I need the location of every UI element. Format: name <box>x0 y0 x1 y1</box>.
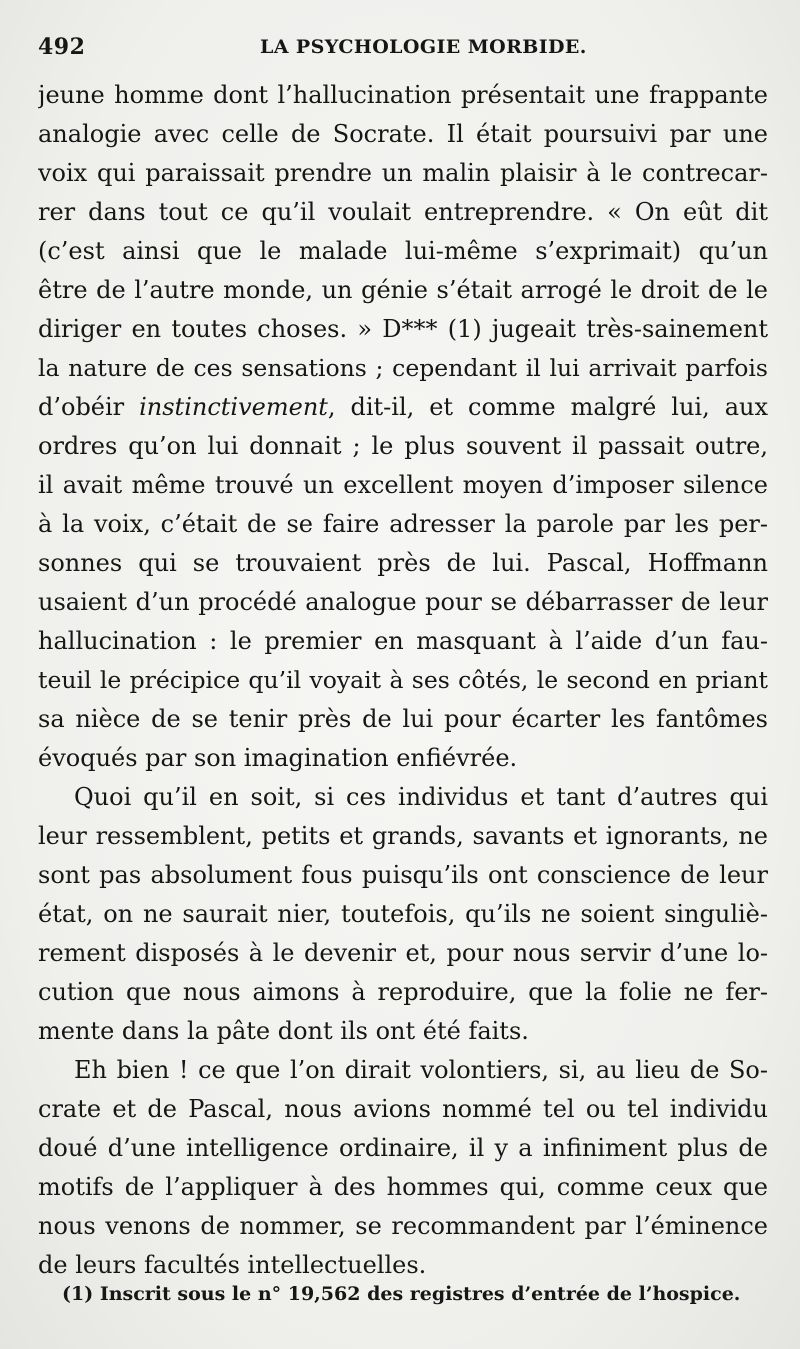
text-line: état, on ne saurait nier, toutefois, qu’ils ne soient singuliè- <box>38 900 768 928</box>
text-line: de leurs facultés intellectuelles. <box>38 1251 427 1279</box>
text-line: jeune homme dont l’hallucination présentait une frappante <box>38 81 768 109</box>
text-line: rer dans tout ce qu’il voulait entreprendre. « On eût dit <box>38 198 768 226</box>
text-line: teuil le précipice qu’il voyait à ses côtés, le second en priant <box>38 666 768 694</box>
text-line: cution que nous aimons à reproduire, que la folie ne fer- <box>38 978 768 1006</box>
text-line: nous venons de nommer, se recommandent par l’éminence <box>38 1212 768 1240</box>
text-line: analogie avec celle de Socrate. Il était poursuivi par une <box>38 120 768 148</box>
text-segment: , dit-il, et comme malgré lui, aux <box>327 393 768 421</box>
text-line: rement disposés à le devenir et, pour nous servir d’une lo- <box>38 939 768 967</box>
text-line: Quoi qu’il en soit, si ces individus et tant d’autres qui <box>74 783 768 811</box>
text-line: ordres qu’on lui donnait ; le plus souvent il passait outre, <box>38 432 768 460</box>
text-line: Eh bien ! ce que l’on dirait volontiers, si, au lieu de So- <box>74 1056 768 1084</box>
text-line: hallucination : le premier en masquant à l’aide d’un fau- <box>38 627 768 655</box>
italic-word: instinctivement <box>139 393 328 421</box>
text-line: il avait même trouvé un excellent moyen d’imposer silence <box>38 471 768 499</box>
page-number: 492 <box>38 34 86 60</box>
text-line: à la voix, c’était de se faire adresser la parole par les per- <box>38 510 768 538</box>
text-line: évoqués par son imagination enfiévrée. <box>38 744 518 772</box>
text-line: sa nièce de se tenir près de lui pour écarter les fantômes <box>38 705 768 733</box>
text-line: sonnes qui se trouvaient près de lui. Pascal, Hoffmann <box>38 549 768 577</box>
footnote: (1) Inscrit sous le n° 19,562 des registres d’entrée de l’hospice. <box>62 1283 741 1305</box>
running-title: LA PSYCHOLOGIE MORBIDE. <box>260 36 587 58</box>
body-text <box>38 76 768 1285</box>
text-line: crate et de Pascal, nous avions nommé tel ou tel individu <box>38 1095 768 1123</box>
text-segment: d’obéir <box>38 393 140 421</box>
text-line: doué d’une intelligence ordinaire, il y a infiniment plus de <box>38 1134 768 1162</box>
text-line-with-italic <box>38 388 768 427</box>
page-header <box>38 34 768 66</box>
text-line: être de l’autre monde, un génie s’était arrogé le droit de le <box>38 276 768 304</box>
text-line: sont pas absolument fous puisqu’ils ont conscience de leur <box>38 861 768 889</box>
text-line: motifs de l’appliquer à des hommes qui, comme ceux que <box>38 1173 768 1201</box>
text-line: diriger en toutes choses. » D*** (1) jugeait très-sainement <box>38 315 768 343</box>
text-line: usaient d’un procédé analogue pour se débarrasser de leur <box>38 588 768 616</box>
text-line: voix qui paraissait prendre un malin plaisir à le contrecar- <box>38 159 768 187</box>
text-line: la nature de ces sensations ; cependant il lui arrivait parfois <box>38 354 768 382</box>
text-line: (c’est ainsi que le malade lui-même s’exprimait) qu’un <box>38 237 768 265</box>
text-line: mente dans la pâte dont ils ont été faits. <box>38 1017 529 1045</box>
text-line: leur ressemblent, petits et grands, savants et ignorants, ne <box>38 822 768 850</box>
